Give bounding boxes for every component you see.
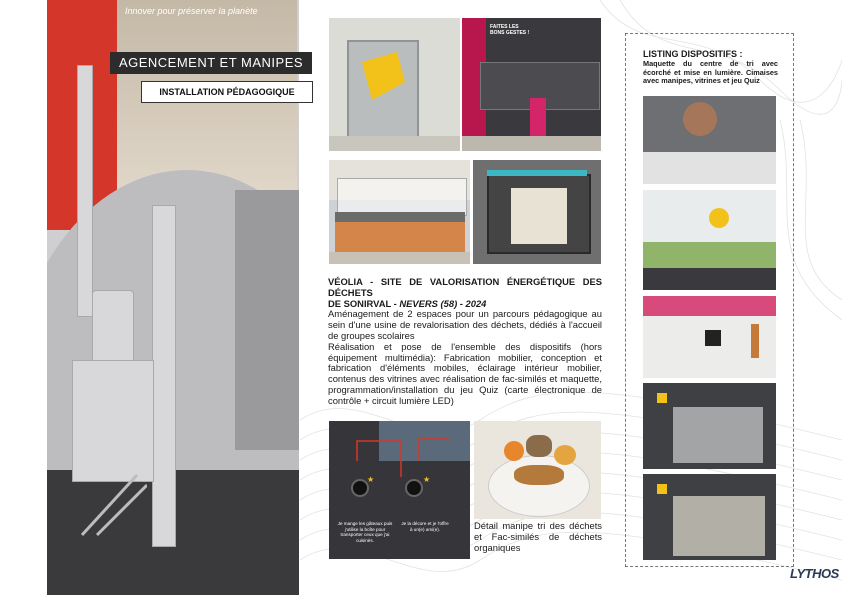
photo-process-wall-lit	[643, 474, 776, 560]
project-description	[328, 277, 602, 407]
food-scraps	[526, 435, 552, 457]
star-icon: ★	[367, 475, 375, 484]
photo-organic-waste-facsimile	[474, 421, 601, 519]
star-icon: ★	[423, 475, 431, 484]
quiz-right-label: Je la décore et je l'offre à un(e) ami(e).	[401, 521, 449, 532]
photo-model-assembly	[643, 96, 776, 184]
floor	[462, 136, 601, 151]
project-heading	[328, 277, 602, 309]
yellow-sign	[357, 52, 407, 102]
glass-case	[337, 178, 467, 216]
side-display-panel	[235, 190, 299, 450]
manipe-box	[705, 330, 721, 346]
orange-peel	[504, 441, 524, 461]
page-title: AGENCEMENT ET MANIPES	[110, 52, 312, 74]
spoon-object	[751, 324, 759, 358]
person	[683, 102, 717, 136]
lit-interior	[511, 188, 567, 244]
floor	[329, 252, 470, 264]
fruit-peel	[554, 445, 576, 465]
counter-top	[335, 212, 465, 222]
panel-title: FAITES LES BONS GESTES !	[490, 24, 530, 36]
quiz-knob-right[interactable]	[405, 479, 423, 497]
heading-line-1: VÉOLIA - SITE DE VALORISATION ÉNERGÉTIQUE DES DÉCHETS	[328, 276, 602, 298]
dark-base	[643, 268, 776, 290]
floor	[329, 136, 460, 151]
quiz-left-label: Je mange les gâteaux puis j'utilise la boîte pour transporter ceux que j'ai cuisinés.	[337, 521, 393, 543]
magenta-bin	[530, 98, 546, 138]
wooden-cabinet	[335, 222, 465, 256]
photo-process-wall	[643, 383, 776, 469]
photo-manipe-detail	[643, 296, 776, 378]
process-diagram	[673, 407, 763, 463]
vegetable-scraps	[514, 465, 564, 485]
listing-description: Maquette du centre de tri avec écorché et mise en lumière. Cimaises avec manipes, vitrines et jeu Quiz	[643, 59, 778, 86]
sun-illustration	[709, 208, 729, 228]
process-diagram	[673, 496, 765, 556]
silo-model	[92, 290, 134, 362]
accent-strip	[487, 170, 587, 176]
photo-illustrated-wall	[643, 190, 776, 290]
lattice-tower-model	[152, 205, 176, 547]
lythos-logo: LYTHOS	[790, 566, 839, 581]
banner-text: Innover pour préserver la planète	[125, 6, 258, 16]
photo-sorting-centre-model	[329, 160, 470, 264]
page-subtitle: INSTALLATION PÉDAGOGIQUE	[141, 81, 313, 103]
photo-lit-vitrine	[473, 160, 601, 264]
food-caption: Détail manipe tri des déchets et Fac-similés de déchets organiques	[474, 520, 602, 553]
model-table	[643, 152, 776, 184]
photo-display-wall	[462, 18, 601, 151]
yellow-marker	[657, 393, 667, 403]
heading-place: NEVERS (58) - 2024	[399, 297, 487, 309]
stairs-model	[77, 470, 147, 540]
paragraph-2: Réalisation et pose de l'ensemble des dispositifs (hors équipement multimédia): Fabrication mobilier, conception et fabrication d'éléments mobiles, éclairage intérieur mobilier, contenus des vitrines avec réalisation de fac-similés et maquette, programmation/installation du jeu Quiz (carte électronique de contrôle + circuit lumière LED)	[328, 340, 602, 406]
paragraph-1: Aménagement de 2 espaces pour un parcours pédagogique au sein d'une usine de revalorisation des déchets, dédiés à l'accueil de groupes scolaires	[328, 308, 602, 341]
yellow-marker	[657, 484, 667, 494]
photo-door-entrance	[329, 18, 460, 151]
building-model	[72, 360, 154, 482]
listing-title: LISTING DISPOSITIFS :	[643, 49, 743, 59]
magenta-band	[643, 296, 776, 316]
heading-line-2: DE SONIRVAL -	[328, 297, 400, 309]
chimney-model	[77, 65, 93, 317]
photo-quiz-game	[329, 421, 470, 559]
